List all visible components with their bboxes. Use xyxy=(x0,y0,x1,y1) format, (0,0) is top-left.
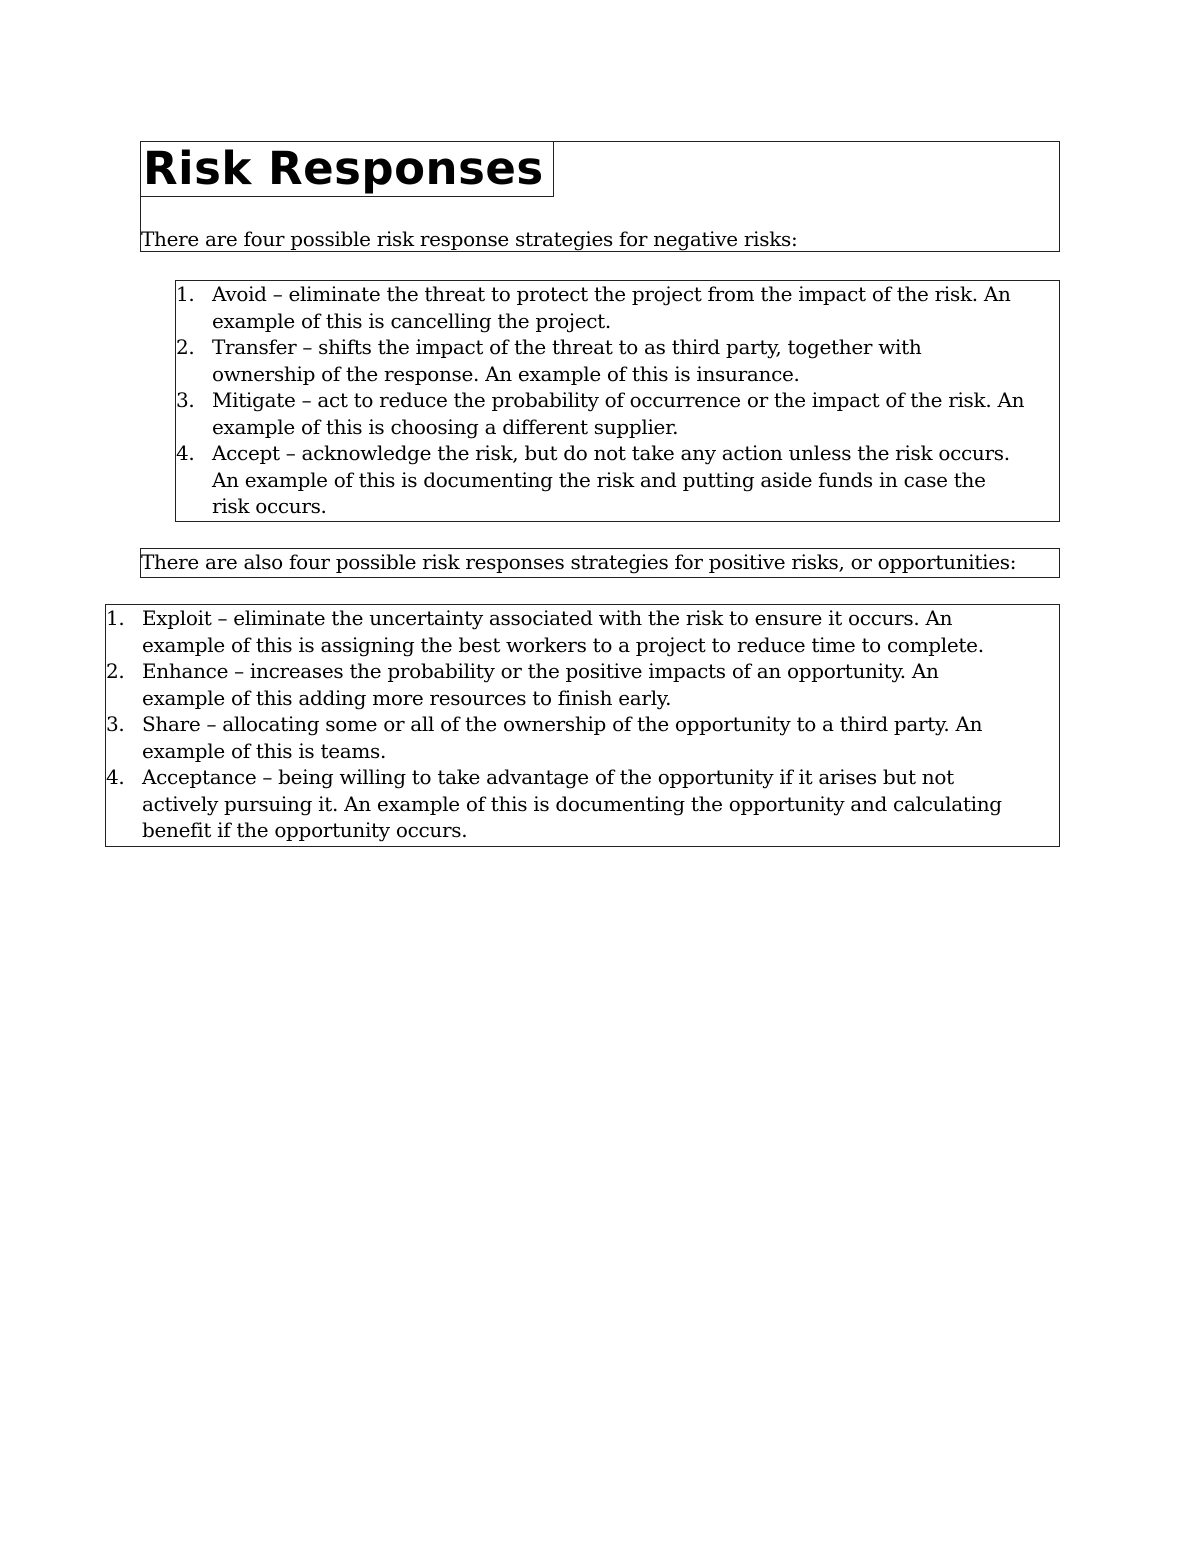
list-item-line: Share – allocating some or all of the ownership of the opportunity to a third party. An xyxy=(142,712,983,736)
list-item-line: Accept – acknowledge the risk, but do not take any action unless the risk occurs. xyxy=(212,441,1010,465)
list-item-line: Exploit – eliminate the uncertainty associated with the risk to ensure it occurs. An xyxy=(142,606,953,630)
list-item-number: 1. xyxy=(176,282,195,306)
list-item xyxy=(106,764,1056,844)
positive-strategies-list xyxy=(106,605,1056,844)
list-item xyxy=(106,658,1056,711)
list-item xyxy=(176,440,1060,520)
list-item xyxy=(106,605,1056,658)
list-item-line: actively pursuing it. An example of this is documenting the opportunity and calculating xyxy=(142,791,1002,816)
page-title: Risk Responses xyxy=(140,141,554,197)
list-item-line: Acceptance – being willing to take advantage of the opportunity if it arises but not xyxy=(142,765,954,789)
list-item-number: 4. xyxy=(176,441,195,465)
list-item-line: Enhance – increases the probability or the positive impacts of an opportunity. An xyxy=(142,659,939,683)
list-item-number: 3. xyxy=(176,388,195,412)
list-item xyxy=(176,387,1060,440)
list-item-line: risk occurs. xyxy=(212,494,327,518)
list-item-number: 1. xyxy=(106,606,125,630)
list-item-line: Mitigate – act to reduce the probability of occurrence or the impact of the risk. An xyxy=(212,388,1025,412)
list-item xyxy=(106,711,1056,764)
list-item-line: benefit if the opportunity occurs. xyxy=(142,818,468,842)
list-item-line: ownership of the response. An example of this is insurance. xyxy=(212,361,800,386)
list-item-number: 2. xyxy=(176,335,195,359)
list-item-line: example of this is assigning the best workers to a project to reduce time to complete. xyxy=(142,632,984,657)
list-item-number: 2. xyxy=(106,659,125,683)
list-item-line: example of this is choosing a different supplier. xyxy=(212,414,679,439)
list-item xyxy=(176,334,1060,387)
intro-positive-risks: There are also four possible risk responses strategies for positive risks, or opportunities: xyxy=(141,550,1017,574)
list-item-number: 3. xyxy=(106,712,125,736)
list-item-line: Transfer – shifts the impact of the threat to as third party, together with xyxy=(212,335,922,359)
list-item-line: An example of this is documenting the risk and putting aside funds in case the xyxy=(212,467,986,492)
negative-strategies-list xyxy=(176,281,1060,520)
list-item-line: example of this is teams. xyxy=(142,738,387,763)
list-item-line: example of this adding more resources to finish early. xyxy=(142,685,672,710)
intro-negative-risks: There are four possible risk response strategies for negative risks: xyxy=(141,227,798,251)
list-item-number: 4. xyxy=(106,765,125,789)
list-item xyxy=(176,281,1060,334)
list-item-line: example of this is cancelling the project. xyxy=(212,308,611,333)
list-item-line: Avoid – eliminate the threat to protect the project from the impact of the risk. An xyxy=(212,282,1011,306)
